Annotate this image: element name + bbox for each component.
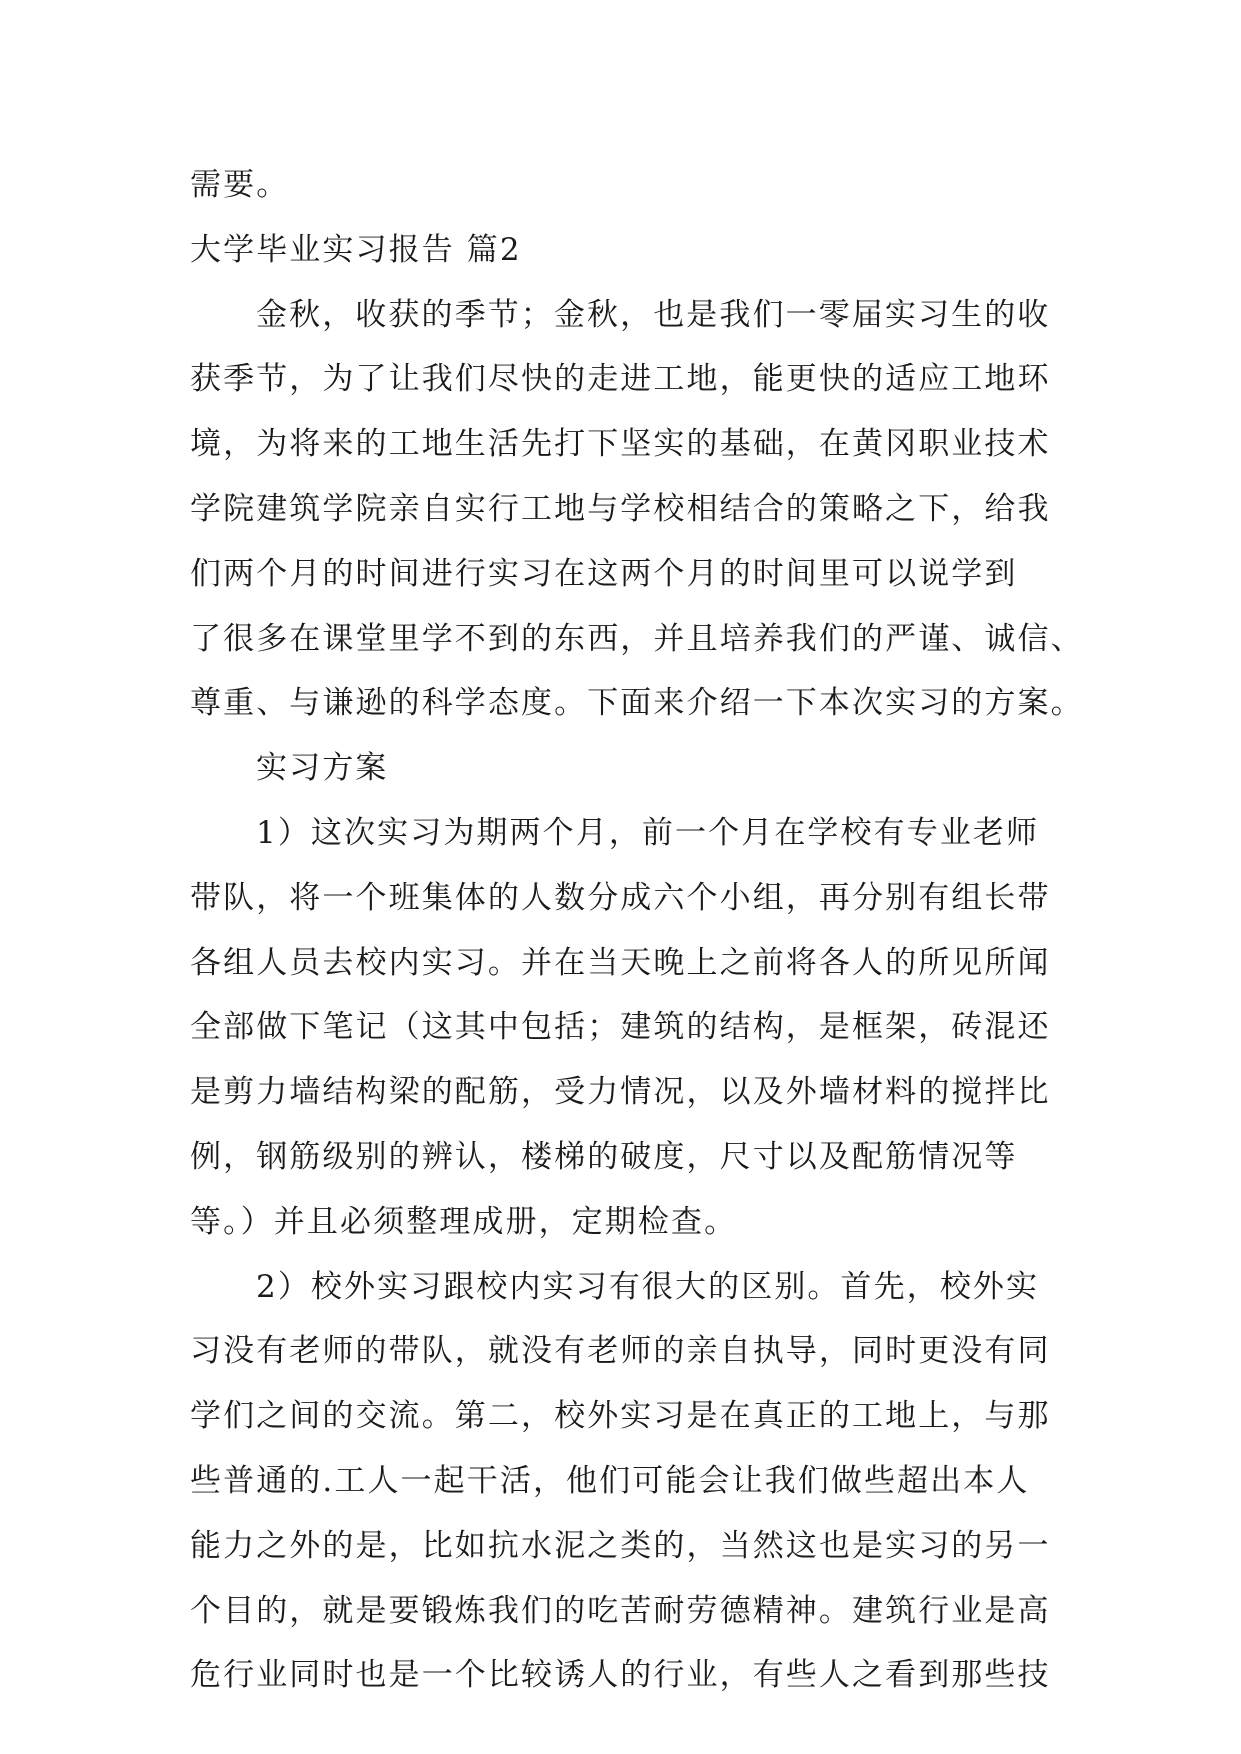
text-line: 学院建筑学院亲自实行工地与学校相结合的策略之下，给我 xyxy=(190,490,1051,527)
text-line: 了很多在课堂里学不到的东西，并且培养我们的严谨、诚信、 xyxy=(190,620,1084,657)
text-line: 们两个月的时间进行实习在这两个月的时间里可以说学到 xyxy=(190,555,1018,592)
text-line: 带队，将一个班集体的人数分成六个小组，再分别有组长带 xyxy=(190,879,1051,916)
text-line: 例，钢筋级别的辨认，楼梯的破度，尺寸以及配筋情况等 xyxy=(190,1138,1018,1175)
text-line: 金秋，收获的季节；金秋，也是我们一零届实习生的收 xyxy=(256,296,1051,333)
text-line: 尊重、与谦逊的科学态度。下面来介绍一下本次实习的方案。 xyxy=(190,685,1084,722)
text-line: 危行业同时也是一个比较诱人的行业，有些人之看到那些技 xyxy=(190,1657,1051,1694)
section-heading: 大学毕业实习报告 篇2 xyxy=(190,231,522,268)
text-line: 些普通的.工人一起干活，他们可能会让我们做些超出本人 xyxy=(190,1462,1030,1499)
text-line: 1）这次实习为期两个月，前一个月在学校有专业老师 xyxy=(256,814,1040,851)
text-line: 个目的，就是要锻炼我们的吃苦耐劳德精神。建筑行业是高 xyxy=(190,1592,1051,1629)
text-line: 能力之外的是，比如抗水泥之类的，当然这也是实习的另一 xyxy=(190,1527,1051,1564)
text-line: 学们之间的交流。第二，校外实习是在真正的工地上，与那 xyxy=(190,1398,1051,1435)
document-body xyxy=(190,153,1084,1708)
text-line: 需要。 xyxy=(190,167,290,203)
text-line: 各组人员去校内实习。并在当天晚上之前将各人的所见所闻 xyxy=(190,944,1051,981)
text-line: 2）校外实习跟校内实习有很大的区别。首先，校外实 xyxy=(256,1268,1040,1305)
text-line: 获季节，为了让我们尽快的走进工地，能更快的适应工地环 xyxy=(190,361,1051,398)
text-line: 习没有老师的带队，就没有老师的亲自执导，同时更没有同 xyxy=(190,1333,1051,1370)
text-line: 等。）并且必须整理成册，定期检查。 xyxy=(190,1203,738,1240)
text-line: 境，为将来的工地生活先打下坚实的基础，在黄冈职业技术 xyxy=(190,426,1051,463)
text-line: 是剪力墙结构梁的配筋，受力情况，以及外墙材料的搅拌比 xyxy=(190,1074,1051,1111)
subsection-heading: 实习方案 xyxy=(256,750,389,787)
text-line: 全部做下笔记（这其中包括；建筑的结构，是框架，砖混还 xyxy=(190,1009,1051,1046)
